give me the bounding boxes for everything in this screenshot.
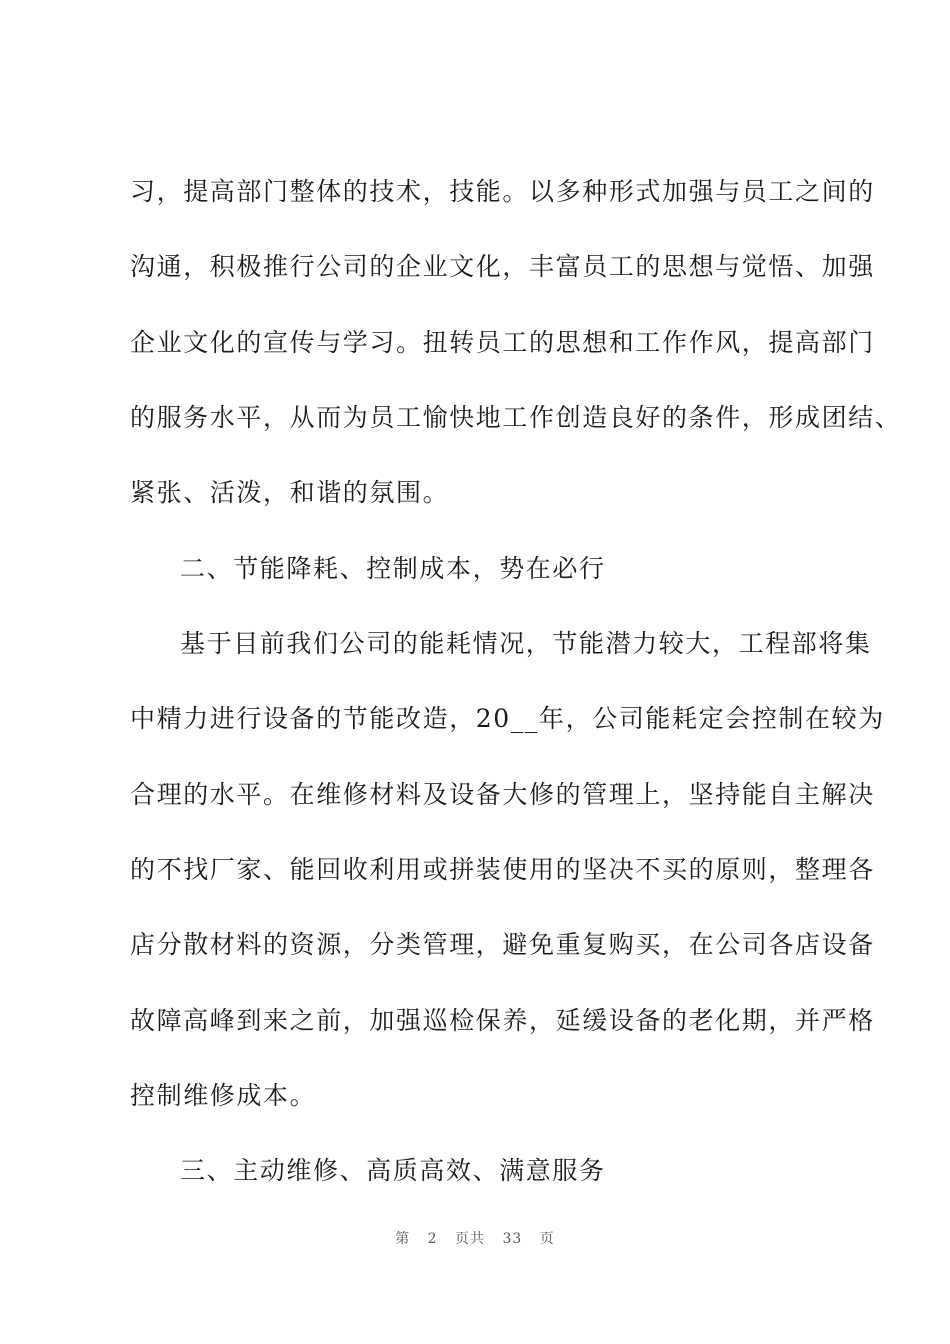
paragraph-line: 企业文化的宣传与学习。扭转员工的思想和工作作风，提高部门 <box>130 328 875 357</box>
paragraph-line: 店分散材料的资源，分类管理，避免重复购买，在公司各店设备 <box>130 930 875 959</box>
paragraph-line: 习，提高部门整体的技术，技能。以多种形式加强与员工之间的 <box>130 177 875 206</box>
paragraph-line: 紧张、活泼，和谐的氛围。 <box>130 478 450 507</box>
footer-prefix: 第 <box>395 1231 411 1247</box>
footer-middle: 页共 <box>455 1231 486 1247</box>
paragraph-line: 合理的水平。在维修材料及设备大修的管理上，坚持能自主解决 <box>130 780 875 809</box>
paragraph-line: 的服务水平，从而为员工愉快地工作创造良好的条件，形成团结、 <box>130 403 902 432</box>
paragraph-line: 故障高峰到来之前，加强巡检保养，延缓设备的老化期，并严格 <box>130 1006 875 1035</box>
paragraph-line: 的不找厂家、能回收利用或拼装使用的坚决不买的原则，整理各 <box>130 855 875 884</box>
current-page-number: 2 <box>427 1231 438 1247</box>
section-heading: 三、主动维修、高质高效、满意服务 <box>180 1156 606 1185</box>
section-heading: 二、节能降耗、控制成本，势在必行 <box>180 554 606 583</box>
total-page-count: 33 <box>502 1231 523 1247</box>
page-footer <box>0 1228 950 1248</box>
paragraph-line: 中精力进行设备的节能改造，20__年，公司能耗定会控制在较为 <box>130 704 885 733</box>
paragraph-line: 沟通，积极推行公司的企业文化，丰富员工的思想与觉悟、加强 <box>130 252 875 281</box>
footer-suffix: 页 <box>539 1231 555 1247</box>
paragraph-line: 基于目前我们公司的能耗情况，节能潜力较大，工程部将集 <box>180 629 872 658</box>
paragraph-line: 控制维修成本。 <box>130 1081 317 1110</box>
